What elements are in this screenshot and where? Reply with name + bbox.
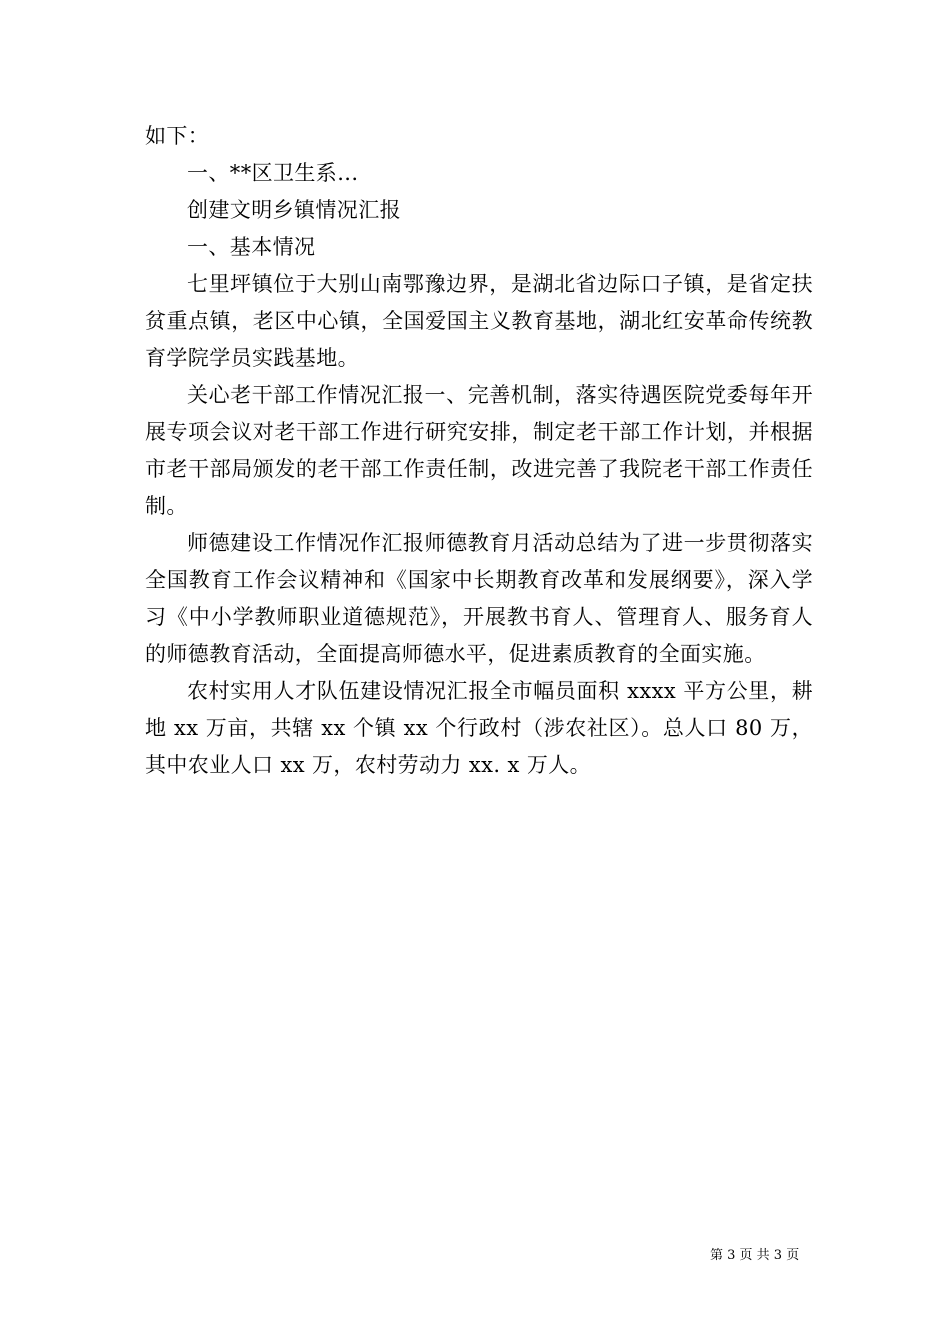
- paragraph-veteran-cadres: 关心老干部工作情况汇报一、完善机制，落实待遇医院党委每年开展专项会议对老干部工作进行研究安排，制定老干部工作计划，并根据市老干部局颁发的老干部工作责任制，改进完善了我院老干部工作责任制。: [145, 383, 813, 518]
- paragraph-heading-basic-situation: 一、基本情况: [187, 235, 316, 259]
- paragraph-heading-civilized-town: 创建文明乡镇情况汇报: [187, 198, 401, 222]
- paragraph-qiliping-town: 七里坪镇位于大别山南鄂豫边界，是湖北省边际口子镇，是省定扶贫重点镇，老区中心镇，全国爱国主义教育基地，湖北红安革命传统教育学院学员实践基地。: [145, 272, 813, 370]
- paragraph-rural-talent: 农村实用人才队伍建设情况汇报全市幅员面积 xxxx 平方公里，耕地 xx 万亩，共辖 xx 个镇 xx 个行政村（涉农社区）。总人口 80 万，其中农业人口 xx 万，农村劳动力 xx. x 万人。: [145, 679, 813, 777]
- document-body: [145, 118, 813, 784]
- paragraph-intro: 如下：: [145, 124, 210, 148]
- paragraph-heading-health-system: 一、**区卫生系...: [187, 161, 359, 185]
- page-number-footer: 第 3 页 共 3 页: [710, 1248, 800, 1263]
- paragraph-teacher-ethics: 师德建设工作情况作汇报师德教育月活动总结为了进一步贯彻落实全国教育工作会议精神和《国家中长期教育改革和发展纲要》，深入学习《中小学教师职业道德规范》，开展教书育人、管理育人、服务育人的师德教育活动，全面提高师德水平，促进素质教育的全面实施。: [145, 531, 813, 666]
